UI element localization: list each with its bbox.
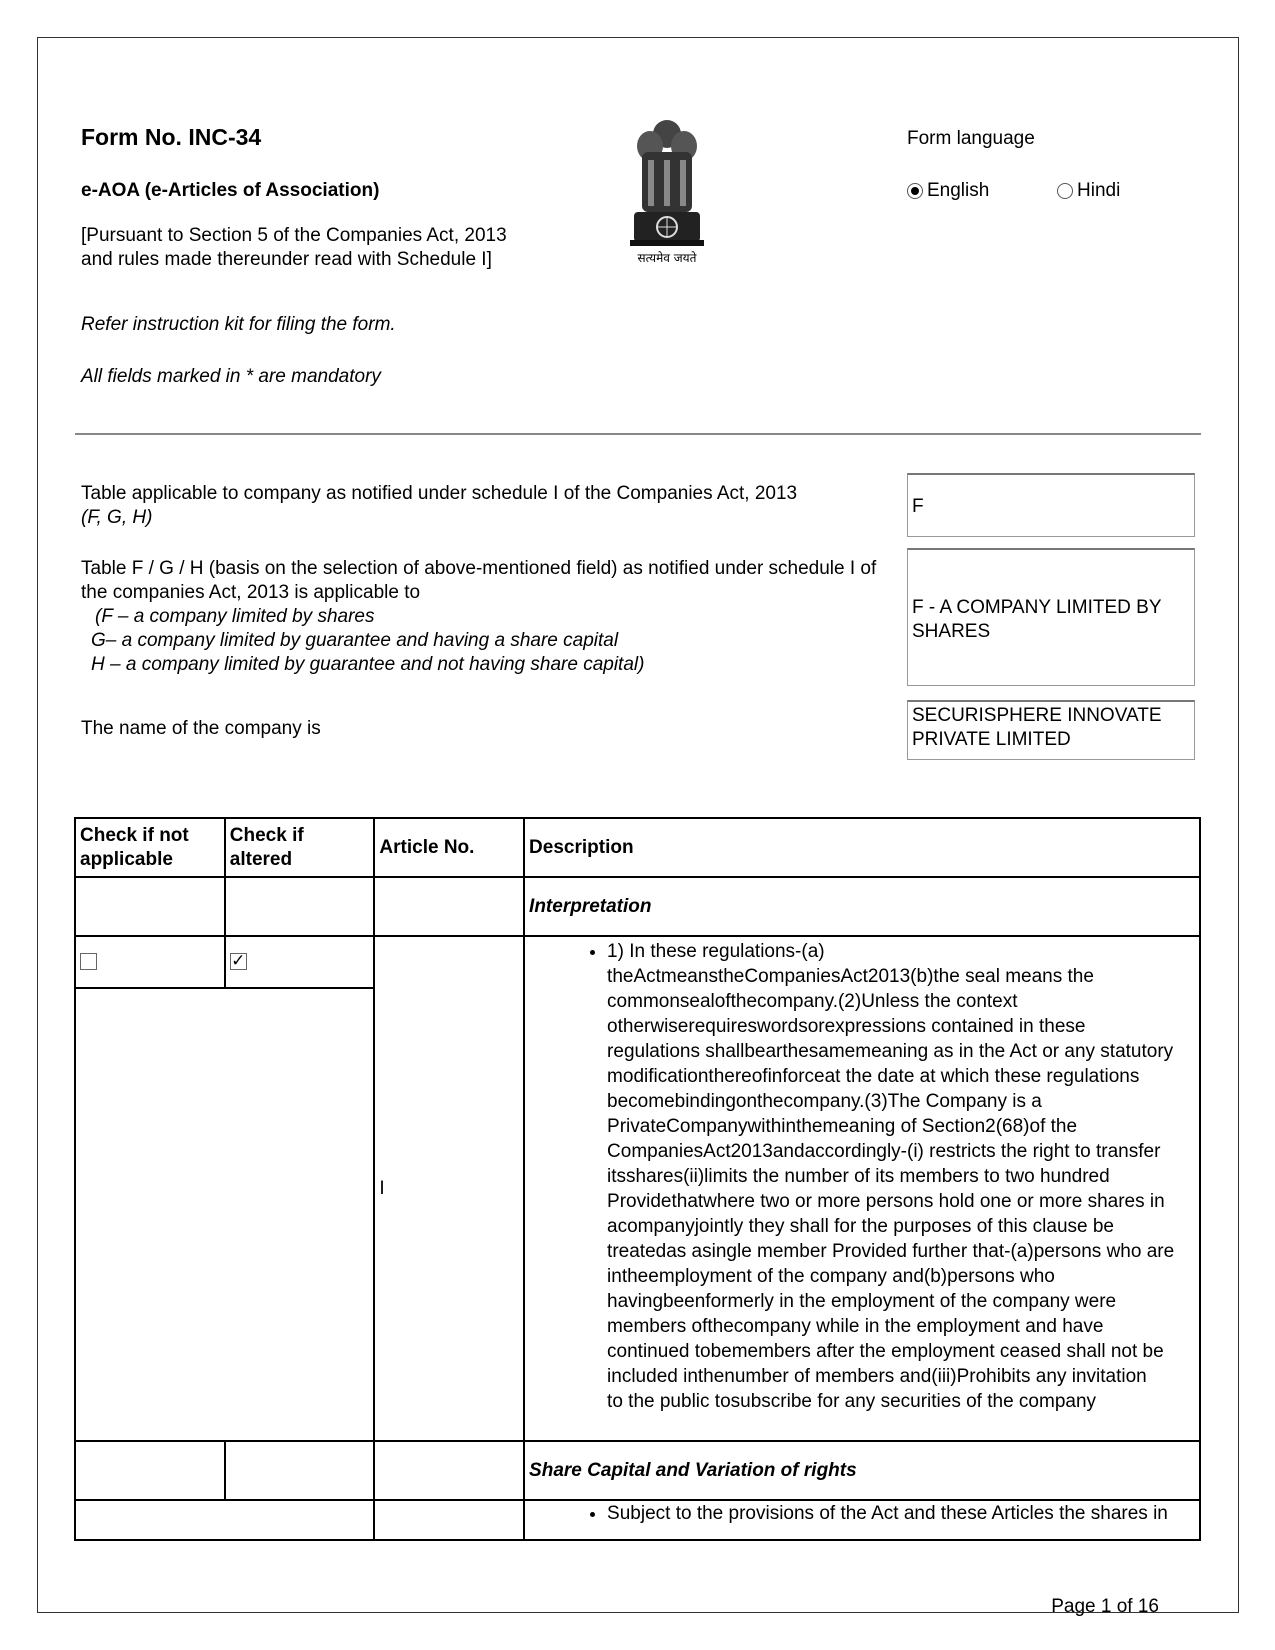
description-line: regulations shallbearthesamemeaning as in the Act or any statutory bbox=[607, 1041, 1174, 1062]
company-name-field[interactable] bbox=[907, 700, 1195, 760]
table-type-question bbox=[81, 557, 901, 677]
form-language-label: Form language bbox=[907, 128, 1035, 149]
table-option-h: H – a company limited by guarantee and not having share capital) bbox=[91, 654, 645, 675]
empty-cell bbox=[225, 1441, 375, 1500]
table-type-label-line-2: the companies Act, 2013 is applicable to bbox=[81, 582, 421, 603]
radio-hindi[interactable] bbox=[1057, 180, 1120, 202]
header-altered: Check if altered bbox=[225, 818, 375, 877]
description-line: otherwiserequireswordsorexpressions contained in these bbox=[607, 1016, 1086, 1037]
radio-english-label: English bbox=[927, 180, 990, 201]
description-line: acompanyjointly they shall for the purposes of this clause be bbox=[607, 1216, 1114, 1237]
article-row-1 bbox=[75, 936, 1200, 988]
altered-checkbox[interactable] bbox=[230, 953, 247, 970]
header-not-applicable bbox=[75, 818, 225, 877]
section-row-interpretation bbox=[75, 877, 1200, 936]
empty-cell bbox=[75, 877, 225, 936]
radio-selected-icon[interactable] bbox=[907, 183, 923, 199]
table-type-field[interactable] bbox=[907, 548, 1195, 686]
article-row-2 bbox=[75, 1500, 1200, 1540]
table-option-f: (F – a company limited by shares bbox=[95, 606, 375, 627]
description-line: • 1) In these regulations-(a) bbox=[607, 941, 825, 962]
radio-hindi-label: Hindi bbox=[1077, 180, 1121, 201]
description-line: commonsealofthecompany.(2)Unless the context bbox=[607, 991, 1018, 1012]
table-applicable-label: Table applicable to company as notified under schedule I of the Companies Act, 2013 bbox=[81, 483, 798, 504]
table-applicable-field[interactable] bbox=[907, 473, 1195, 537]
table-applicable-question bbox=[81, 482, 797, 530]
description-line: theActmeanstheCompaniesAct2013(b)the seal means the bbox=[607, 966, 1094, 987]
refer-instruction-text: Refer instruction kit for filing the form. bbox=[81, 314, 396, 335]
description-line: PrivateCompanywithinthemeaning of Section2(68)of the bbox=[607, 1116, 1078, 1137]
table-header-row bbox=[75, 818, 1200, 877]
header-divider bbox=[75, 433, 1201, 435]
description-line: members ofthecompany while in the employment and have bbox=[607, 1316, 1104, 1337]
description-line: itsshares(ii)limits the number of its members to two hundred bbox=[607, 1166, 1110, 1187]
table-applicable-hint: (F, G, H) bbox=[81, 507, 153, 528]
radio-english[interactable] bbox=[907, 180, 989, 202]
radio-unselected-icon[interactable] bbox=[1057, 183, 1073, 199]
page-number: Page 1 of 16 bbox=[1051, 1596, 1159, 1617]
description-line: intheemployment of the company and(b)persons who bbox=[607, 1266, 1055, 1287]
article-description-cell bbox=[524, 936, 1200, 1441]
company-name-label: The name of the company is bbox=[81, 718, 321, 739]
description-line: becomebindingonthecompany.(3)The Company is a bbox=[607, 1091, 1042, 1112]
section-title-share-capital: Share Capital and Variation of rights bbox=[524, 1441, 1200, 1500]
not-applicable-cell bbox=[75, 936, 225, 988]
pursuant-note bbox=[81, 224, 551, 272]
table-type-value-line-2: SHARES bbox=[912, 621, 991, 642]
description-line: modificationthereofinforceat the date at which these regulations bbox=[607, 1066, 1140, 1087]
mandatory-fields-note: All fields marked in * are mandatory bbox=[81, 366, 381, 387]
header-not-applicable-line-1: Check if not bbox=[80, 824, 189, 846]
empty-merged-cell bbox=[75, 988, 374, 1441]
emblem-motto: सत्यमेव जयते bbox=[637, 251, 697, 265]
header-description: Description bbox=[524, 818, 1200, 877]
pursuant-line-1: [Pursuant to Section 5 of the Companies Act, 2013 bbox=[81, 225, 507, 246]
article-2-description-cell bbox=[524, 1500, 1200, 1540]
article-description-item bbox=[607, 939, 1195, 1414]
empty-cell bbox=[374, 1441, 524, 1500]
altered-cell bbox=[225, 936, 375, 988]
description-line: continued tobemembers after the employment ceased shall not be bbox=[607, 1341, 1164, 1362]
description-line: treatedas asingle member Provided further that-(a)persons who are bbox=[607, 1241, 1175, 1262]
description-line: Providethatwhere two or more persons hold one or more shares in bbox=[607, 1191, 1165, 1212]
empty-cell bbox=[374, 877, 524, 936]
table-type-value-line-1: F - A COMPANY LIMITED BY bbox=[912, 597, 1162, 618]
pursuant-line-2: and rules made thereunder read with Schedule I] bbox=[81, 249, 492, 270]
company-name-value-line-1: SECURISPHERE INNOVATE bbox=[912, 705, 1162, 726]
articles-table bbox=[74, 817, 1201, 1541]
table-type-label-line-1: Table F / G / H (basis on the selection of above-mentioned field) as notified under schedule I of bbox=[81, 558, 877, 579]
empty-merged-cell bbox=[75, 1500, 374, 1540]
section-row-share-capital bbox=[75, 1441, 1200, 1500]
not-applicable-checkbox[interactable] bbox=[80, 953, 97, 970]
national-emblem-icon bbox=[628, 112, 706, 272]
article-number-cell: I bbox=[374, 936, 524, 1441]
empty-cell bbox=[374, 1500, 524, 1540]
description-line: havingbeenformerly in the employment of the company were bbox=[607, 1291, 1117, 1312]
empty-cell bbox=[75, 1441, 225, 1500]
article-2-description-item: • Subject to the provisions of the Act and these Articles the shares in bbox=[607, 1501, 1195, 1526]
description-line: CompaniesAct2013andaccordingly-(i) restricts the right to transfer bbox=[607, 1141, 1161, 1162]
article-2-description-list bbox=[529, 1501, 1195, 1526]
header-not-applicable-line-2: applicable bbox=[80, 848, 173, 870]
description-line: included inthenumber of members and(iii)Prohibits any invitation bbox=[607, 1366, 1147, 1387]
form-number: Form No. INC-34 bbox=[81, 124, 262, 150]
header-article-no: Article No. bbox=[374, 818, 524, 877]
check-mark-icon: ✓ bbox=[231, 951, 246, 971]
article-description-list bbox=[529, 939, 1195, 1414]
company-name-value-line-2: PRIVATE LIMITED bbox=[912, 729, 1071, 750]
table-option-g: G– a company limited by guarantee and having a share capital bbox=[91, 630, 619, 651]
empty-cell bbox=[225, 877, 375, 936]
section-title-interpretation: Interpretation bbox=[524, 877, 1200, 936]
description-line: to the public tosubscribe for any securities of the company bbox=[607, 1391, 1097, 1412]
table-applicable-value: F bbox=[912, 496, 924, 517]
form-subtitle: e-AOA (e-Articles of Association) bbox=[81, 180, 380, 201]
